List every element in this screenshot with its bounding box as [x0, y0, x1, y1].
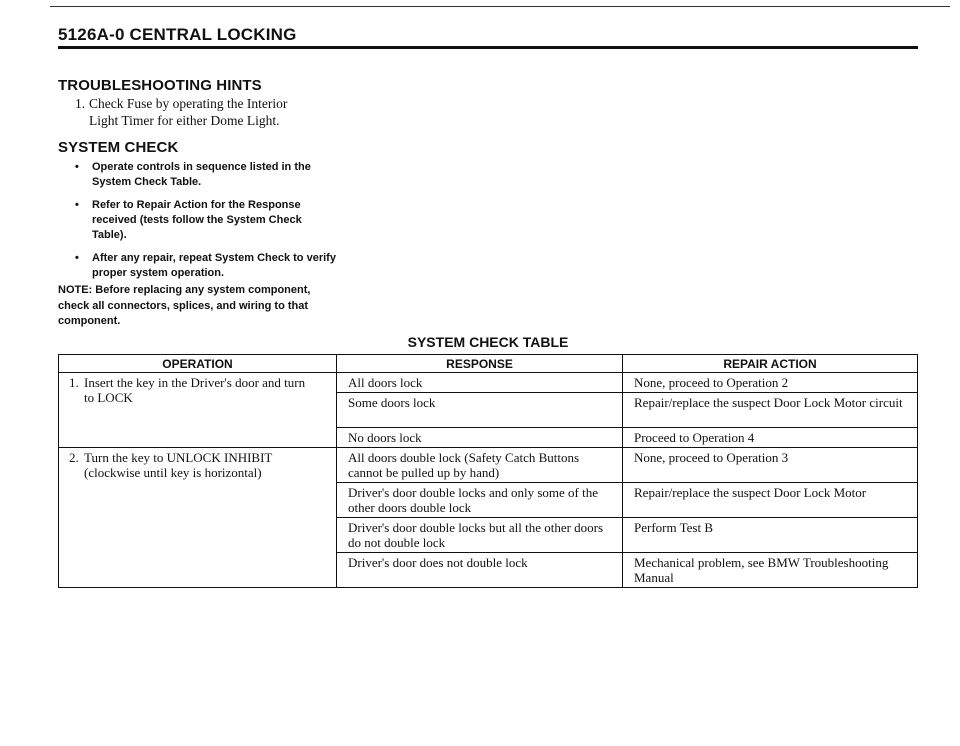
bullet-icon: •: [75, 199, 79, 211]
repair-cell: None, proceed to Operation 3: [623, 448, 918, 483]
system-check-list: [72, 160, 337, 289]
response-cell: Some doors lock: [337, 393, 623, 428]
response-cell: No doors lock: [337, 428, 623, 448]
table-header-row: [59, 355, 918, 373]
table-title: SYSTEM CHECK TABLE: [407, 334, 569, 350]
response-cell: All doors lock: [337, 373, 623, 393]
page-header: [58, 25, 918, 49]
column-header-operation: OPERATION: [59, 355, 337, 373]
repair-cell: Perform Test B: [623, 518, 918, 553]
operation-cell: 2. Turn the key to UNLOCK INHIBIT (clockwise until key is horizontal): [59, 448, 337, 588]
system-check-title: SYSTEM CHECK: [58, 139, 179, 156]
table-row: [59, 448, 918, 483]
system-check-table: [58, 354, 918, 588]
bullet-icon: •: [75, 161, 79, 173]
operation-cell: 1. Insert the key in the Driver's door and turn to LOCK: [59, 373, 337, 448]
list-item: • Operate controls in sequence listed in the System Check Table.: [75, 161, 311, 188]
item-number: 1.: [75, 96, 86, 111]
response-cell: Driver's door double locks but all the other doors do not double lock: [337, 518, 623, 553]
repair-cell: Repair/replace the suspect Door Lock Motor circuit: [623, 393, 918, 428]
troubleshooting-item: [75, 95, 335, 129]
header-rule: [58, 46, 918, 49]
item-line-2: Light Timer for either Dome Light.: [89, 113, 280, 128]
column-header-response: RESPONSE: [337, 355, 623, 373]
repair-cell: Mechanical problem, see BMW Troubleshooting Manual: [623, 553, 918, 588]
repair-cell: Proceed to Operation 4: [623, 428, 918, 448]
item-line-1: Check Fuse by operating the Interior: [89, 96, 288, 111]
page-title: 5126A-0 CENTRAL LOCKING: [58, 25, 297, 44]
note-text: NOTE: Before replacing any system component, check all connectors, splices, and wiring to that component.: [58, 284, 311, 327]
bullet-icon: •: [75, 252, 79, 264]
table-row: [59, 373, 918, 393]
column-header-repair-action: REPAIR ACTION: [623, 355, 918, 373]
response-cell: Driver's door does not double lock: [337, 553, 623, 588]
repair-cell: None, proceed to Operation 2: [623, 373, 918, 393]
repair-cell: Repair/replace the suspect Door Lock Motor: [623, 483, 918, 518]
list-item: • After any repair, repeat System Check to verify proper system operation.: [75, 252, 336, 279]
troubleshooting-title: TROUBLESHOOTING HINTS: [58, 77, 262, 94]
response-cell: Driver's door double locks and only some of the other doors double lock: [337, 483, 623, 518]
top-rule: [50, 6, 950, 7]
list-item: • Refer to Repair Action for the Response received (tests follow the System Check Table).: [75, 199, 302, 241]
response-cell: All doors double lock (Safety Catch Buttons cannot be pulled up by hand): [337, 448, 623, 483]
